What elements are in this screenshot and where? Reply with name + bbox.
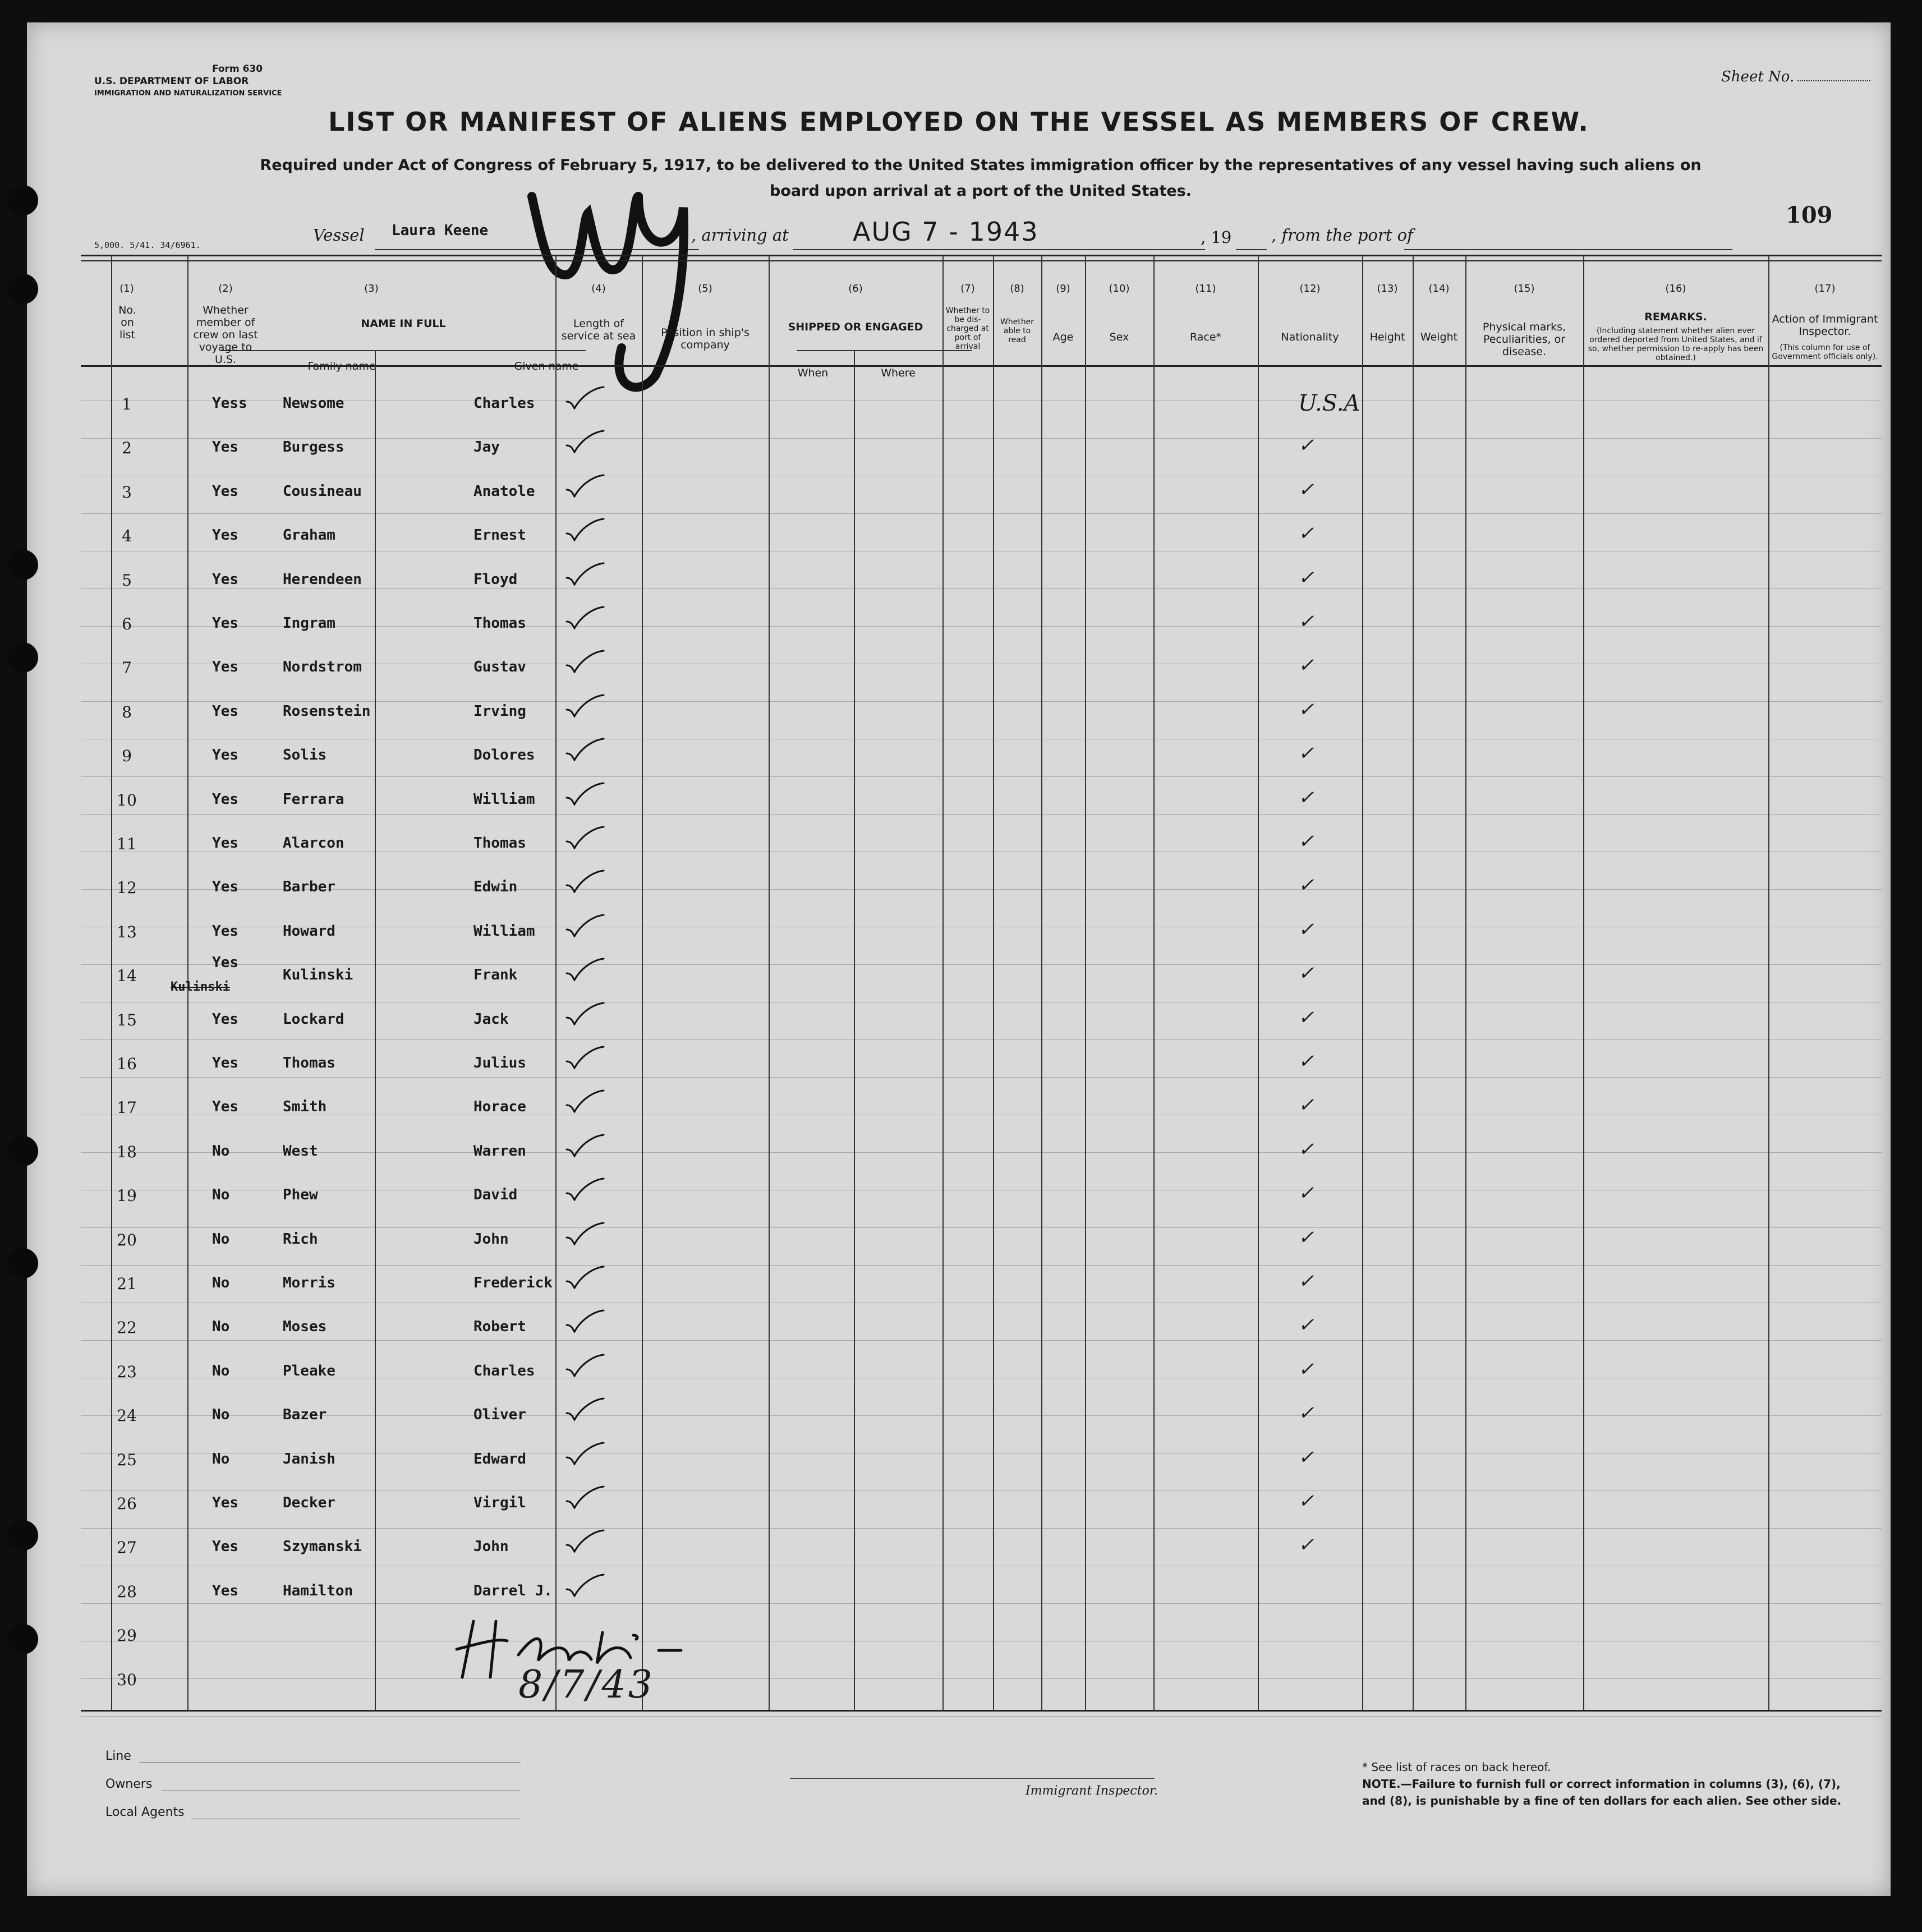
col-17-number: (17) [1814,283,1836,295]
row-ruling [81,1265,1882,1266]
row-ruling [81,1340,1882,1341]
vessel-name[interactable]: Laura Keene [392,222,489,239]
table-top-border-inner [81,260,1882,261]
given-name-check-mark [564,473,605,501]
last-voyage-cell: Yes [212,1582,238,1599]
row-ruling [81,1678,1882,1679]
given-name-cell: Dolores [473,747,535,764]
nationality-cell: ✓ [1298,874,1314,897]
given-name-cell: Ernest [473,527,526,544]
col-3-number: (3) [364,283,379,295]
col-12-number: (12) [1299,283,1321,295]
given-name-cell: Thomas [473,615,526,632]
col-2-header: Whether member of crew on last voyage to U.S. [193,304,258,366]
arriving-label: , arriving at [691,226,789,245]
row-ruling [81,1415,1882,1416]
arrival-line [793,249,1205,250]
row-number: 6 [122,615,132,633]
col-sep [1413,255,1414,1710]
nationality-cell: ✓ [1298,434,1314,457]
family-name-cell: Pleake [283,1362,335,1379]
row-number: 7 [122,659,132,678]
col-1-number: (1) [119,283,134,295]
last-voyage-cell: Yes [212,439,238,456]
row-number: 8 [122,702,132,721]
given-name-check-mark [564,693,605,721]
col-13-number: (13) [1377,283,1398,295]
col-sep [1041,255,1042,1710]
nationality-cell: ✓ [1298,918,1314,941]
name-subheader-rule [221,350,586,351]
col-sep [854,350,855,1710]
last-voyage-cell: Yes [212,571,238,588]
given-name-cell: Robert [473,1318,526,1336]
col-sep [1258,255,1259,1710]
row-ruling [81,814,1882,815]
nationality-cell: ✓ [1298,1138,1314,1161]
col-sep [942,255,944,1710]
family-name-cell: Rich [283,1230,318,1248]
given-name-check-mark [564,737,605,765]
given-name-cell: Julius [473,1055,526,1071]
race-note: * See list of races on back hereof. [1362,1760,1551,1774]
last-voyage-cell: Yes [212,659,238,676]
row-number: 12 [117,878,137,898]
col-15-number: (15) [1514,283,1535,295]
row-number: 21 [117,1275,137,1293]
last-voyage-cell: No [212,1406,230,1424]
given-name-check-mark [564,429,605,457]
row-ruling [81,964,1882,965]
punch-hole [8,642,38,673]
row-number: 1 [122,395,132,413]
row-number: 20 [117,1230,137,1249]
given-name-cell: Charles [473,395,535,412]
row-ruling [81,1077,1882,1078]
last-voyage-cell: No [212,1230,230,1248]
given-name-check-mark [564,1308,605,1336]
col-sep [1362,255,1363,1710]
col-3-header: NAME IN FULL [361,318,446,330]
last-voyage-cell: No [212,1362,230,1379]
last-voyage-cell: Yes [212,835,238,852]
family-name-cell: Rosenstein [283,702,371,720]
col-12-header: Nationality [1281,331,1339,343]
given-name-check-mark [564,1221,605,1249]
arrival-date-stamp[interactable]: AUG 7 - 1943 [853,217,1039,247]
given-name-cell: Anatole [473,482,535,500]
family-name-cell: Barber [283,878,335,896]
row-number: 3 [122,482,132,502]
owners-label: Owners [105,1777,153,1791]
given-name-cell: Oliver [473,1406,526,1424]
row-number: 9 [122,747,132,766]
family-name-cell: Bazer [283,1406,327,1424]
row-ruling [81,1716,1882,1717]
nationality-cell: ✓ [1298,742,1314,765]
col-sep [1465,255,1466,1710]
given-name-check-mark [564,385,605,413]
nationality-cell: ✓ [1298,1006,1314,1029]
nationality-cell: ✓ [1298,1446,1314,1469]
last-voyage-cell: No [212,1450,230,1468]
given-name-header: Given name [514,360,579,372]
service-name: IMMIGRATION AND NATURALIZATION SERVICE [94,89,282,98]
col-2-number: (2) [218,283,233,295]
row-ruling [81,776,1882,777]
family-name-cell: Solis [283,747,327,764]
given-name-check-mark [564,1264,605,1292]
col-4-header: Length of service at sea [561,318,636,342]
col-13-header: Height [1369,331,1405,343]
given-name-check-mark [564,913,605,941]
given-name-check-mark [564,561,605,589]
col-9-header: Age [1052,331,1074,343]
row-ruling [81,626,1882,627]
given-name-check-mark [564,825,605,853]
sheet-number-line[interactable] [1797,80,1870,81]
row-number: 27 [117,1538,137,1557]
inspector-signature-line[interactable] [790,1778,1155,1779]
given-name-cell: Virgil [473,1494,526,1511]
struck-name-cell: Kulinski [171,980,230,995]
row-number: 23 [117,1362,137,1381]
col-10-header: Sex [1109,331,1129,343]
last-voyage-cell: No [212,1186,230,1204]
family-name-cell: Smith [283,1098,327,1116]
family-name-cell: Lockard [283,1010,344,1028]
given-name-check-mark [564,1484,605,1512]
row-ruling [81,889,1882,890]
given-name-cell: Warren [473,1142,526,1160]
stamp-number: 109 [1786,202,1833,228]
given-name-check-mark [564,1353,605,1381]
col-16-number: (16) [1665,283,1686,295]
row-number: 17 [117,1098,137,1117]
given-name-cell: John [473,1538,509,1556]
col-sep [993,255,994,1710]
nationality-cell: U.S.A [1298,390,1360,416]
row-ruling [81,1227,1882,1228]
family-name-cell: Kulinski [283,967,353,984]
last-voyage-cell: Yes [212,702,238,720]
row-number: 19 [117,1186,137,1206]
penalty-note: NOTE.—Failure to furnish full or correct information in columns (3), (6), (7), and (8), is punishable by a fine of ten dollars for each alien. See other side. [1362,1777,1842,1807]
punch-hole [8,274,38,304]
year-line [1236,249,1267,250]
row-ruling [81,1603,1882,1604]
given-name-cell: John [473,1230,509,1248]
crew-manifest-table [81,255,1882,1710]
given-name-cell: Frederick [473,1275,553,1291]
family-name-cell: Phew [283,1186,318,1204]
col-16-header: REMARKS. [1644,311,1707,323]
row-number: 10 [117,790,137,809]
row-number: 30 [117,1670,137,1689]
last-voyage-cell: Yes [212,878,238,896]
punch-hole [8,185,38,215]
last-voyage-cell: Yes [212,1538,238,1556]
col-17-header: Action of Immigrant Inspector. [1772,313,1878,338]
department-name: U.S. DEPARTMENT OF LABOR [94,76,249,87]
remarks-note: (Including statement whether alien ever ordered deported from United States, and if so, whether permission to re-apply has been obtained.) [1588,326,1764,362]
given-name-cell: William [473,922,535,940]
col-4-number: (4) [591,283,606,295]
given-name-cell: Floyd [473,571,518,588]
line-label: Line [105,1749,131,1763]
nationality-cell: ✓ [1298,1490,1314,1512]
port-label: , from the port of [1271,226,1413,245]
col-sep [769,255,770,1710]
last-voyage-cell: Yes [212,1010,238,1028]
nationality-cell: ✓ [1298,610,1314,633]
local-agents-label: Local Agents [105,1805,185,1819]
col-sep [642,255,643,1710]
row-number: 16 [117,1055,137,1073]
row-number: 29 [117,1626,137,1645]
family-name-cell: Newsome [283,395,344,412]
row-ruling [81,513,1882,514]
given-name-cell: Horace [473,1098,526,1116]
given-name-check-mark [564,1572,605,1600]
row-ruling [81,588,1882,589]
punch-hole [8,1248,38,1278]
row-number: 15 [117,1010,137,1029]
col-8-number: (8) [1010,283,1024,295]
row-ruling [81,1152,1882,1153]
col-sep [1583,255,1584,1710]
family-name-cell: Ingram [283,615,335,632]
family-name-cell: Graham [283,527,335,544]
row-number: 28 [117,1582,137,1601]
col-14-number: (14) [1428,283,1450,295]
row-ruling [81,1528,1882,1529]
given-name-cell: Jack [473,1010,509,1028]
sheet-number [1721,68,1870,85]
given-name-check-mark [564,1528,605,1556]
last-voyage-cell: Yes [212,1098,238,1116]
form-identifier [94,63,282,100]
given-name-cell: Thomas [473,835,526,852]
given-name-check-mark [564,1001,605,1029]
family-name-cell: Cousineau [283,482,362,500]
row-number: 22 [117,1318,137,1337]
nationality-cell: ✓ [1298,1358,1314,1381]
given-name-cell: Darrel J. [473,1582,553,1599]
footer-notes [1362,1759,1867,1809]
family-name-cell: West [283,1142,318,1160]
given-name-check-mark [564,648,605,677]
last-voyage-cell: Yes [212,1494,238,1511]
given-name-check-mark [564,781,605,809]
family-name-cell: Burgess [283,439,344,456]
nationality-cell: ✓ [1298,566,1314,589]
nationality-cell: ✓ [1298,962,1314,985]
family-name-cell: Alarcon [283,835,344,852]
col-sep [555,255,557,1710]
given-name-cell: William [473,790,535,808]
given-name-cell: Frank [473,967,518,984]
family-name-cell: Decker [283,1494,335,1511]
row-number: 24 [117,1406,137,1425]
manifest-sheet [27,22,1891,1896]
col-11-header: Race* [1189,331,1222,343]
last-voyage-cell: Yes [212,747,238,764]
form-number: Form 630 [212,63,263,75]
col-5-number: (5) [698,283,712,295]
family-name-header: Family name [307,360,376,372]
nationality-cell: ✓ [1298,1182,1314,1205]
last-voyage-cell: Yes [212,790,238,808]
last-voyage-cell: Yes [212,922,238,940]
given-name-check-mark [564,1088,605,1116]
nationality-cell: ✓ [1298,1402,1314,1425]
col-sep [1085,255,1086,1710]
signature-date: 8/7/43 [518,1663,655,1707]
nationality-cell: ✓ [1298,1270,1314,1292]
nationality-cell: ✓ [1298,478,1314,501]
col-14-header: Weight [1420,331,1458,343]
col-8-header: Whether able to read [1000,318,1034,344]
family-name-cell: Nordstrom [283,659,362,676]
last-voyage-cell: Yes [212,482,238,500]
nationality-cell: ✓ [1298,522,1314,545]
row-ruling [81,1039,1882,1040]
given-name-cell: Edward [473,1450,526,1468]
table-bottom-border [81,1710,1882,1712]
table-top-border [81,255,1882,256]
col-7-number: (7) [960,283,975,295]
year-label: , 19 [1201,228,1232,247]
col-7-header: Whether to be dis-charged at port of arrival [945,306,990,351]
col-sep [1153,255,1155,1710]
last-voyage-cell: Yess [212,395,247,412]
col-1-header: No. on list [118,304,136,341]
last-voyage-cell: Yes [212,527,238,544]
col-5-header: Position in ship's company [661,326,750,351]
row-number: 26 [117,1494,137,1513]
family-name-cell: Janish [283,1450,335,1468]
punch-hole [8,1136,38,1166]
row-number: 14 [117,967,137,986]
nationality-cell: ✓ [1298,1050,1314,1073]
when-header: When [797,367,829,379]
nationality-cell: ✓ [1298,654,1314,677]
col-9-number: (9) [1056,283,1070,295]
given-name-check-mark [564,605,605,633]
given-name-check-mark [564,1176,605,1204]
col-15-header: Physical marks, Peculiarities, or disease. [1482,321,1566,358]
row-number: 25 [117,1450,137,1469]
family-name-cell: Ferrara [283,790,344,808]
nationality-cell: ✓ [1298,830,1314,853]
given-name-cell: Gustav [473,659,526,676]
col-11-number: (11) [1195,283,1216,295]
punch-hole [8,1624,38,1654]
given-name-check-mark [564,517,605,545]
immigrant-inspector-label: Immigrant Inspector. [1026,1784,1158,1798]
col-6-number: (6) [848,283,863,295]
given-name-check-mark [564,868,605,896]
given-name-check-mark [564,1133,605,1161]
punch-hole [8,550,38,580]
last-voyage-cell: Yes [212,1055,238,1071]
port-line [1404,249,1732,250]
where-header: Where [881,367,916,379]
family-name-cell: Herendeen [283,571,362,588]
given-name-check-mark [564,1441,605,1469]
nationality-cell: ✓ [1298,786,1314,809]
col-6-header: SHIPPED OR ENGAGED [788,321,923,333]
family-name-cell: Moses [283,1318,327,1336]
given-name-cell: Edwin [473,878,518,896]
nationality-cell: ✓ [1298,698,1314,721]
row-ruling [81,701,1882,702]
family-name-cell: Howard [283,922,335,940]
given-name-check-mark [564,1396,605,1424]
row-number: 4 [122,527,132,546]
nationality-cell: ✓ [1298,1094,1314,1117]
col-sep [1768,255,1769,1710]
last-voyage-cell: Yes [212,615,238,632]
family-name-cell: Hamilton [283,1582,353,1599]
page-subtitle: Required under Act of Congress of February 5, 1917, to be delivered to the United States immigration officer by the representatives of any vessel having such aliens on board upon arrival at a port of the United States. [260,157,1702,200]
page-title: LIST OR MANIFEST OF ALIENS EMPLOYED ON THE VESSEL AS MEMBERS OF CREW. [328,107,1589,137]
print-code: 5,000. 5/41. 34/6961. [94,240,201,250]
nationality-cell: ✓ [1298,1226,1314,1249]
vessel-label: Vessel [313,226,365,245]
col-sep [375,350,376,1710]
family-name-cell: Thomas [283,1055,335,1071]
row-number: 18 [117,1142,137,1161]
last-voyage-cell: No [212,1318,230,1336]
given-name-check-mark [564,956,605,985]
last-voyage-cell: No [212,1275,230,1291]
given-name-cell: Irving [473,702,526,720]
row-number: 13 [117,922,137,941]
row-number: 11 [117,835,137,853]
given-name-cell: David [473,1186,518,1204]
last-voyage-cell: Yes [212,954,238,972]
row-number: 2 [122,439,132,458]
punch-hole [8,1520,38,1551]
family-name-cell: Szymanski [283,1538,362,1556]
given-name-cell: Jay [473,439,500,456]
given-name-check-mark [564,1045,605,1073]
row-number: 5 [122,571,132,590]
inspector-note: (This column for use of Government officials only). [1772,343,1878,361]
family-name-cell: Morris [283,1275,335,1291]
nationality-cell: ✓ [1298,1314,1314,1337]
col-10-number: (10) [1109,283,1130,295]
nationality-cell: ✓ [1298,1534,1314,1557]
last-voyage-cell: No [212,1142,230,1160]
row-ruling [81,438,1882,439]
given-name-cell: Charles [473,1362,535,1379]
sheet-label: Sheet No. [1721,68,1795,85]
